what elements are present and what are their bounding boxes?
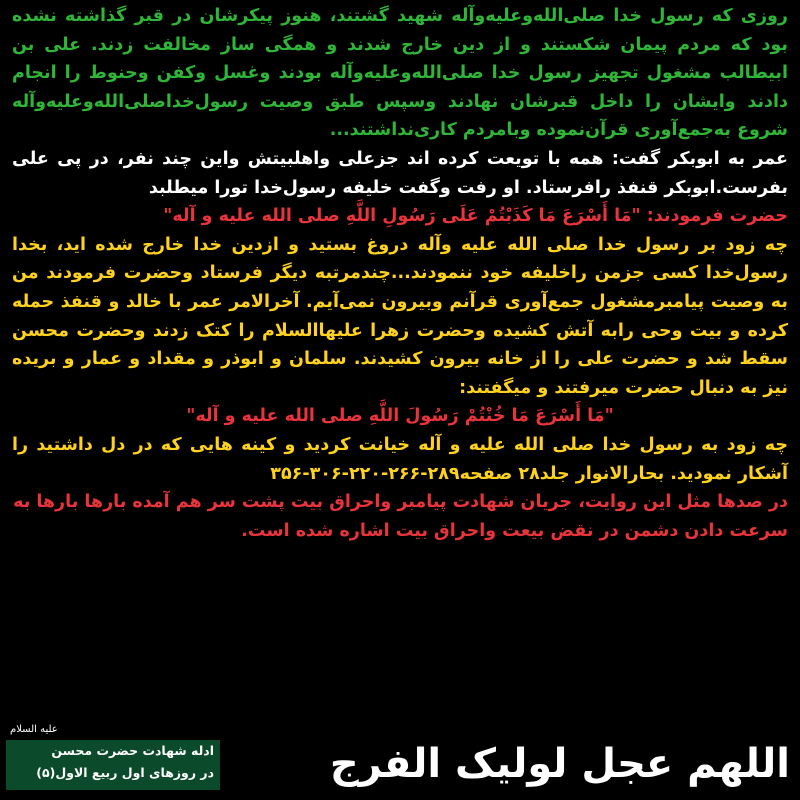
paragraph-red-closing: در صدها مثل این روایت، جریان شهادت پیامبر واحراق بیت پشت سر هم آمده بارها بارها به سرعت دادن دشمن در نقض بیعت واحراق بیت اشاره شده است. [13, 492, 788, 541]
paragraph-yellow-2: چه زود به رسول خدا صلی الله علیه و آله خیانت کردید و کینه هایی که در دل داشتید را آشکار نمودید. بحارالانوار جلد۲۸ صفحه۲۸۹-۲۶۶-۲۲۰-۳۰۶-۳۵۶ [12, 434, 788, 484]
footer-title: اللهم عجل لولیک الفرج [329, 741, 790, 787]
quote-red-1: حضرت فرمودند: "مَا أَسْرَعَ مَا كَذَبْتُمْ عَلَى رَسُولِ اللَّهِ صلی الله علیه و آله" [163, 206, 788, 227]
series-badge [6, 724, 220, 790]
paragraph-white: عمر به ابوبکر گفت: همه با تویعت کرده اند جزعلی واهلبیتش واین چند نفر، در پی علی بفرست.ابوبکر قنفذ رافرستاد. او رفت وگفت خلیفه رسول‌خدا تورا میطلبد [12, 148, 788, 198]
text-body [12, 2, 788, 545]
quote-red-2: "مَا أَسْرَعَ مَا خُنْتُمْ رَسُولَ اللَّهِ صلی الله علیه و آله" [186, 406, 614, 427]
paragraph-yellow-1: چه زود بر رسول خدا صلی الله علیه وآله دروغ بستید و ازدین خدا خارج شده اید، بخدا رسول‌خدا کسی جزمن راخلیفه خود ننمودند...چندمرتبه دیگر فرستاد وحضرت فرمودند من به وصیت پیامبرمشغول جمع‌آوری قرآنم وبیرون نمی‌آیم. آخرالامر عمر با خالد و قنفذ حمله کرده و بیت وحی رابه آتش کشیده وحضرت زهرا علیهاالسلام را کتک زدند وحضرت محسن سقط شد و حضرت علی را از خانه بیرون کشیدند. سلمان و ابوذر و مقداد و عمار و بریده نیز به دنبال حضرت میرفتند و میگفتند: [12, 234, 788, 398]
badge-line-2: در روزهای اول ربیع الاول(۵) [36, 765, 214, 780]
paragraph-green: روزی که رسول خدا صلی‌الله‌وعلیه‌وآله شهید گشتند، هنوز پیکرشان در قبر گذاشته نشده بود که مردم پیمان شکستند و از دین خارج شدند و همگی ساز مخالفت زدند. علی بن ابیطالب مشغول تجهیز رسول خدا صلی‌الله‌وعلیه‌وآله بودند وغسل وکفن وحنوط را انجام دادند وایشان را داخل قبرشان نهادند وسپس طبق وصیت رسول‌خداصلی‌الله‌وعلیه‌وآله شروع به‌جمع‌آوری قرآن‌نموده وبامردم کاری‌نداشتند... [12, 6, 788, 141]
footer [0, 724, 800, 800]
badge-top-label: علیه السلام [10, 724, 58, 735]
badge-line-1: ادله شهادت حضرت محسن [51, 743, 214, 758]
